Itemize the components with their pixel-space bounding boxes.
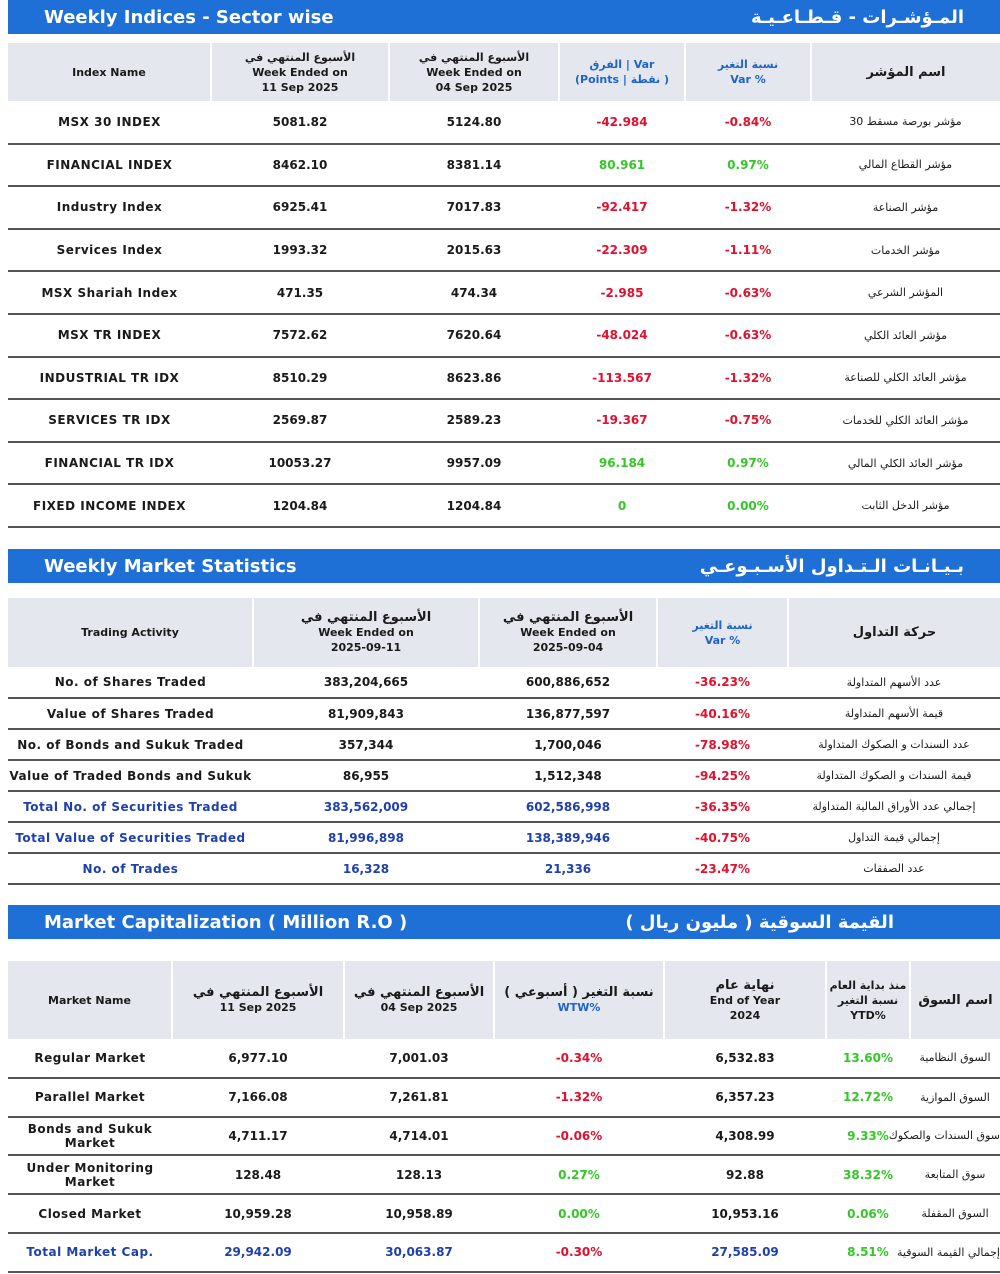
market-capitalization-table (8, 961, 1000, 1273)
activity-name-ar: عدد الصفقات (788, 853, 1000, 884)
previous-week-value: 7017.83 (389, 186, 559, 229)
index-name: FIXED INCOME INDEX (8, 484, 211, 527)
ytd-percent: 8.51% (826, 1233, 910, 1272)
end-of-year-value: 4,308.99 (664, 1117, 826, 1156)
current-week-value: 86,955 (253, 760, 479, 791)
current-week-value: 81,996,898 (253, 822, 479, 853)
header-index-name: Index Name (8, 43, 211, 101)
current-week-value: 8462.10 (211, 144, 389, 187)
header-previous-week: الأسبوع المنتهي في Week Ended on 2025-09-04 (479, 598, 657, 667)
sector-title-bar (8, 0, 1000, 34)
previous-week-value: 602,586,998 (479, 791, 657, 822)
var-percent: -78.98% (657, 729, 788, 760)
previous-week-value: 2015.63 (389, 229, 559, 272)
activity-name: Value of Traded Bonds and Sukuk (8, 760, 253, 791)
end-of-year-value: 10,953.16 (664, 1194, 826, 1233)
market-name: Total Market Cap. (8, 1233, 172, 1272)
var-percent: -40.16% (657, 698, 788, 729)
previous-week-value: 8381.14 (389, 144, 559, 187)
activity-name: Total Value of Securities Traded (8, 822, 253, 853)
var-percent: 0.00% (685, 484, 811, 527)
var-percent: -0.84% (685, 101, 811, 144)
var-points: -22.309 (559, 229, 685, 272)
current-week-value: 7,166.08 (172, 1078, 344, 1117)
header-ytd: منذ بداية العام نسبة التغير YTD% (826, 961, 910, 1039)
index-name-ar: مؤشر القطاع المالي (811, 144, 1000, 187)
var-percent: -94.25% (657, 760, 788, 791)
table-row (8, 186, 1000, 229)
activity-name: Total No. of Securities Traded (8, 791, 253, 822)
cap-header-row (8, 961, 1000, 1039)
table-row (8, 101, 1000, 144)
market-name: Bonds and Sukuk Market (8, 1117, 172, 1156)
var-percent: -36.35% (657, 791, 788, 822)
var-points: -2.985 (559, 271, 685, 314)
var-points: -92.417 (559, 186, 685, 229)
index-name-ar: مؤشر العائد الكلي المالي (811, 442, 1000, 485)
wtw-percent: -0.30% (494, 1233, 664, 1272)
header-current-week: الأسبوع المنتهي في Week Ended on 11 Sep 2025 (211, 43, 389, 101)
market-name-ar: السوق الموازية (910, 1078, 1000, 1117)
var-percent: -0.63% (685, 314, 811, 357)
previous-week-value: 1,512,348 (479, 760, 657, 791)
current-week-value: 2569.87 (211, 399, 389, 442)
index-name: FINANCIAL TR IDX (8, 442, 211, 485)
header-var-points: الفرق | Var (Points | نقطة ) (559, 43, 685, 101)
sector-title-en: Weekly Indices - Sector wise (44, 6, 334, 28)
header-market-name-ar: اسم السوق (910, 961, 1000, 1039)
current-week-value: 1993.32 (211, 229, 389, 272)
var-percent: 0.97% (685, 442, 811, 485)
activity-name-ar: عدد السندات و الصكوك المتداولة (788, 729, 1000, 760)
var-percent: -1.32% (685, 186, 811, 229)
index-name-ar: مؤشر العائد الكلي للخدمات (811, 399, 1000, 442)
index-name: Industry Index (8, 186, 211, 229)
table-row (8, 1155, 1000, 1194)
header-previous-week: الأسبوع المنتهي في Week Ended on 04 Sep 2025 (389, 43, 559, 101)
table-row (8, 1194, 1000, 1233)
table-row (8, 822, 1000, 853)
market-statistics-table (8, 598, 1000, 885)
sector-title-ar: المـؤشـرات - قـطـاعـيـة (751, 6, 964, 28)
table-row (8, 484, 1000, 527)
index-name-ar: المؤشر الشرعي (811, 271, 1000, 314)
header-market-name: Market Name (8, 961, 172, 1039)
previous-week-value: 30,063.87 (344, 1233, 494, 1272)
market-name-ar: إجمالي القيمة السوقية (910, 1233, 1000, 1272)
current-week-value: 81,909,843 (253, 698, 479, 729)
market-name-ar: السوق النظامية (910, 1039, 1000, 1078)
index-name: MSX 30 INDEX (8, 101, 211, 144)
table-row (8, 442, 1000, 485)
var-percent: -40.75% (657, 822, 788, 853)
previous-week-value: 474.34 (389, 271, 559, 314)
previous-week-value: 7620.64 (389, 314, 559, 357)
activity-name-ar: قيمة الأسهم المتداولة (788, 698, 1000, 729)
current-week-value: 6925.41 (211, 186, 389, 229)
table-row (8, 1078, 1000, 1117)
market-name: Regular Market (8, 1039, 172, 1078)
current-week-value: 10053.27 (211, 442, 389, 485)
table-row (8, 1233, 1000, 1272)
var-percent: -23.47% (657, 853, 788, 884)
market-name-ar: سوق السندات والصكوك (910, 1117, 1000, 1156)
previous-week-value: 128.13 (344, 1155, 494, 1194)
header-var-percent: نسبة التغير Var % (657, 598, 788, 667)
activity-name: No. of Shares Traded (8, 667, 253, 698)
table-row (8, 229, 1000, 272)
table-row (8, 698, 1000, 729)
end-of-year-value: 92.88 (664, 1155, 826, 1194)
table-row (8, 399, 1000, 442)
var-points: 96.184 (559, 442, 685, 485)
header-index-name-ar: اسم المؤشر (811, 43, 1000, 101)
wtw-percent: -0.34% (494, 1039, 664, 1078)
ytd-percent: 9.33% (826, 1117, 910, 1156)
stats-header-row (8, 598, 1000, 667)
previous-week-value: 1204.84 (389, 484, 559, 527)
activity-name: No. of Bonds and Sukuk Traded (8, 729, 253, 760)
previous-week-value: 9957.09 (389, 442, 559, 485)
table-row (8, 667, 1000, 698)
wtw-percent: 0.00% (494, 1194, 664, 1233)
stats-title-bar (8, 549, 1000, 583)
table-row (8, 729, 1000, 760)
current-week-value: 4,711.17 (172, 1117, 344, 1156)
wtw-percent: -1.32% (494, 1078, 664, 1117)
current-week-value: 383,204,665 (253, 667, 479, 698)
table-row (8, 357, 1000, 400)
var-percent: -1.11% (685, 229, 811, 272)
table-row (8, 144, 1000, 187)
current-week-value: 5081.82 (211, 101, 389, 144)
market-name-ar: سوق المتابعة (910, 1155, 1000, 1194)
var-points: -42.984 (559, 101, 685, 144)
index-name-ar: مؤشر الخدمات (811, 229, 1000, 272)
cap-title-en: Market Capitalization ( Million R.O ) (44, 911, 408, 933)
index-name-ar: مؤشر العائد الكلي (811, 314, 1000, 357)
current-week-value: 128.48 (172, 1155, 344, 1194)
header-trading-activity: Trading Activity (8, 598, 253, 667)
ytd-percent: 38.32% (826, 1155, 910, 1194)
table-row (8, 1039, 1000, 1078)
previous-week-value: 5124.80 (389, 101, 559, 144)
table-row (8, 853, 1000, 884)
index-name-ar: مؤشر بورصة مسقط 30 (811, 101, 1000, 144)
var-percent: -0.63% (685, 271, 811, 314)
current-week-value: 10,959.28 (172, 1194, 344, 1233)
previous-week-value: 1,700,046 (479, 729, 657, 760)
activity-name: No. of Trades (8, 853, 253, 884)
activity-name-ar: إجمالي عدد الأوراق المالية المتداولة (788, 791, 1000, 822)
ytd-percent: 0.06% (826, 1194, 910, 1233)
current-week-value: 383,562,009 (253, 791, 479, 822)
sector-header-row (8, 43, 1000, 101)
market-name-ar: السوق المقفلة (910, 1194, 1000, 1233)
var-percent: -1.32% (685, 357, 811, 400)
market-name: Parallel Market (8, 1078, 172, 1117)
current-week-value: 8510.29 (211, 357, 389, 400)
previous-week-value: 600,886,652 (479, 667, 657, 698)
cap-title-ar: القيمة السوقية ( مليون ريال ) (625, 911, 894, 933)
index-name: INDUSTRIAL TR IDX (8, 357, 211, 400)
var-percent: -36.23% (657, 667, 788, 698)
table-row (8, 1117, 1000, 1156)
activity-name-ar: قيمة السندات و الصكوك المتداولة (788, 760, 1000, 791)
end-of-year-value: 6,532.83 (664, 1039, 826, 1078)
current-week-value: 7572.62 (211, 314, 389, 357)
table-row (8, 271, 1000, 314)
table-row (8, 760, 1000, 791)
header-current-week: الأسبوع المنتهي في Week Ended on 2025-09-11 (253, 598, 479, 667)
table-row (8, 791, 1000, 822)
stats-title-ar: بـيـانـات الـتـداول الأسـبـوعـي (699, 555, 964, 577)
previous-week-value: 7,001.03 (344, 1039, 494, 1078)
wtw-percent: -0.06% (494, 1117, 664, 1156)
activity-name-ar: إجمالي قيمة التداول (788, 822, 1000, 853)
index-name: MSX TR INDEX (8, 314, 211, 357)
header-previous-week: الأسبوع المنتهي في 04 Sep 2025 (344, 961, 494, 1039)
wtw-percent: 0.27% (494, 1155, 664, 1194)
previous-week-value: 4,714.01 (344, 1117, 494, 1156)
cap-title-bar (8, 905, 1000, 939)
header-wtw: نسبة التغير ( أسبوعي ) WTW% (494, 961, 664, 1039)
activity-name: Value of Shares Traded (8, 698, 253, 729)
index-name: SERVICES TR IDX (8, 399, 211, 442)
previous-week-value: 10,958.89 (344, 1194, 494, 1233)
current-week-value: 1204.84 (211, 484, 389, 527)
sector-indices-table (8, 43, 1000, 528)
previous-week-value: 21,336 (479, 853, 657, 884)
current-week-value: 29,942.09 (172, 1233, 344, 1272)
header-trading-activity-ar: حركة التداول (788, 598, 1000, 667)
current-week-value: 471.35 (211, 271, 389, 314)
var-points: 80.961 (559, 144, 685, 187)
header-var-percent: نسبة التغير Var % (685, 43, 811, 101)
index-name: FINANCIAL INDEX (8, 144, 211, 187)
previous-week-value: 136,877,597 (479, 698, 657, 729)
header-current-week: الأسبوع المنتهي في 11 Sep 2025 (172, 961, 344, 1039)
ytd-percent: 13.60% (826, 1039, 910, 1078)
ytd-percent: 12.72% (826, 1078, 910, 1117)
var-points: -113.567 (559, 357, 685, 400)
index-name-ar: مؤشر الصناعة (811, 186, 1000, 229)
current-week-value: 357,344 (253, 729, 479, 760)
var-points: -19.367 (559, 399, 685, 442)
header-end-of-year: نهاية عام End of Year 2024 (664, 961, 826, 1039)
table-row (8, 314, 1000, 357)
previous-week-value: 2589.23 (389, 399, 559, 442)
var-percent: -0.75% (685, 399, 811, 442)
end-of-year-value: 27,585.09 (664, 1233, 826, 1272)
end-of-year-value: 6,357.23 (664, 1078, 826, 1117)
previous-week-value: 138,389,946 (479, 822, 657, 853)
index-name-ar: مؤشر العائد الكلي للصناعة (811, 357, 1000, 400)
market-name: Closed Market (8, 1194, 172, 1233)
previous-week-value: 8623.86 (389, 357, 559, 400)
activity-name-ar: عدد الأسهم المتداولة (788, 667, 1000, 698)
var-points: 0 (559, 484, 685, 527)
current-week-value: 16,328 (253, 853, 479, 884)
current-week-value: 6,977.10 (172, 1039, 344, 1078)
index-name-ar: مؤشر الدخل الثابت (811, 484, 1000, 527)
index-name: MSX Shariah Index (8, 271, 211, 314)
var-points: -48.024 (559, 314, 685, 357)
previous-week-value: 7,261.81 (344, 1078, 494, 1117)
index-name: Services Index (8, 229, 211, 272)
market-name: Under Monitoring Market (8, 1155, 172, 1194)
stats-title-en: Weekly Market Statistics (44, 555, 297, 577)
var-percent: 0.97% (685, 144, 811, 187)
